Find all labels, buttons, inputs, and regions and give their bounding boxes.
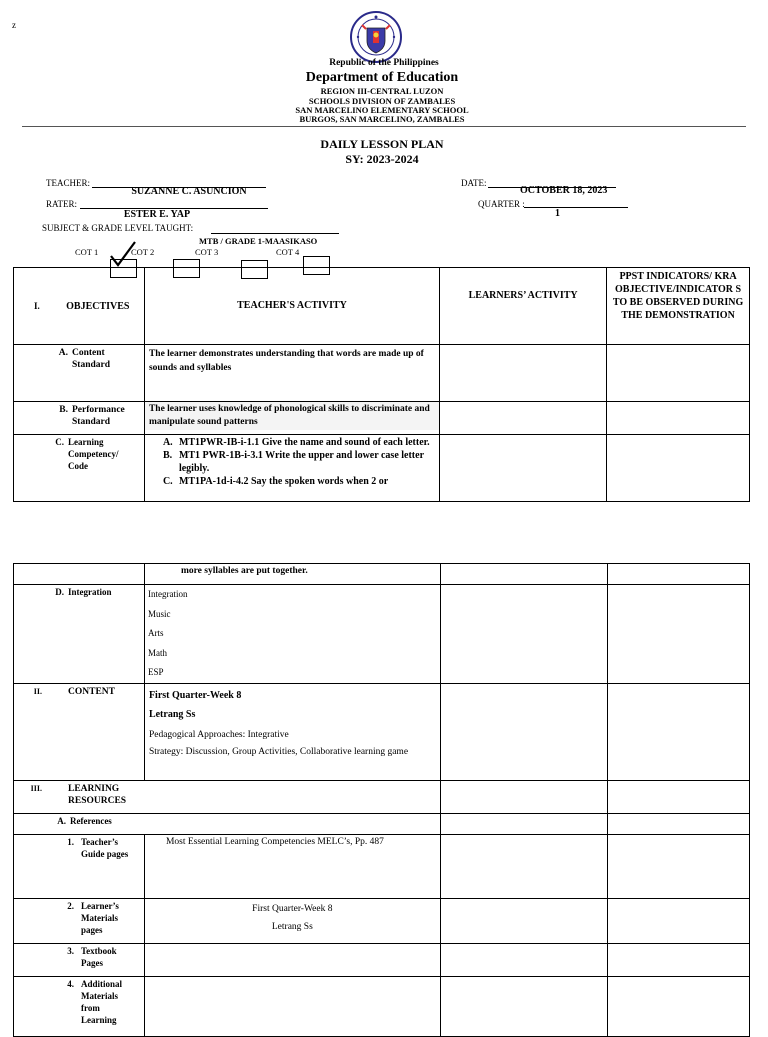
teacher-value: SUZANNE C. ASUNCION [131,186,247,197]
objectives-header-cell: I. OBJECTIVES [14,268,145,345]
school-line: SAN MARCELINO ELEMENTARY SCHOOL [295,105,469,115]
textbook-ppst [607,944,749,977]
cot4-label: COT 4 [276,247,300,257]
textbook-learners [440,944,607,977]
department-title: Department of Education [305,70,459,85]
school-year: SY: 2023-2024 [345,152,419,166]
integration-learners [440,585,607,684]
competency-learners [440,435,607,502]
content-cell: First Quarter-Week 8 Letrang Ss Pedagogical Approaches: Integrative Strategy: Discussion, Group Activities, Collaborative learning game [144,684,440,781]
address-line: BURGOS, SAN MARCELINO, ZAMBALES [299,114,465,124]
teachers-guide-cell: Most Essential Learning Competencies MELC’s, Pp. 487 [144,835,440,899]
continuation-learners [440,564,607,585]
resources-learners [440,781,607,814]
teachers-guide-ppst [607,835,749,899]
continuation-ppst [607,564,749,585]
teachers-guide-label-cell: 1. Teacher’s Guide pages [14,835,145,899]
performance-standard-ppst [607,402,750,435]
cot1-label: COT 1 [75,247,99,257]
integration-item: ESP [147,667,164,677]
competency-item: C. MT1PA-1d-i-4.2 Say the spoken words when 2 or [162,476,389,487]
teachers-guide-learners [440,835,607,899]
competency-label-cell: C. Learning Competency/ Code [14,435,145,502]
corner-mark: z [12,20,16,30]
learners-materials-label-cell: 2. Learner’s Materials pages [14,899,145,944]
integration-cell [144,585,440,684]
performance-standard-learners [440,402,607,435]
content-learners [440,684,607,781]
content-resources-table [13,563,750,1037]
references-label-cell: A. References [14,814,441,835]
cot3-label: COT 3 [195,247,219,257]
additional-materials-cell [144,977,440,1037]
learning-resources-label-cell: III. LEARNING RESOURCES [14,781,441,814]
content-standard-ppst [607,345,750,402]
competency-ppst [607,435,750,502]
header-divider [22,126,746,127]
rater-value: ESTER E. YAP [123,209,191,220]
quarter-value: 1 [555,208,560,219]
learners-materials-cell: First Quarter-Week 8 Letrang Ss [144,899,440,944]
additional-materials-ppst [607,977,749,1037]
quarter-line [524,207,628,208]
date-value: OCTOBER 18, 2023 [520,185,608,196]
objectives-table [13,267,750,502]
content-label-cell: II. CONTENT [14,684,145,781]
learners-materials-learners [440,899,607,944]
integration-item: Music [147,608,171,619]
textbook-cell [144,944,440,977]
integration-item: Arts [147,628,164,638]
content-ppst [607,684,749,781]
date-label: DATE: [461,178,487,188]
content-standard-learners [440,345,607,402]
teacher-label: TEACHER: [46,178,90,188]
cot2-label: COT 2 [131,247,155,257]
teacher-activity-header: TEACHER'S ACTIVITY [144,268,439,345]
references-ppst [607,814,749,835]
learners-materials-ppst [607,899,749,944]
subject-line [211,233,339,234]
content-standard-cell: The learner demonstrates understanding that words are made up of sounds and syllables [144,345,439,402]
continuation-label-cell [14,564,145,585]
content-standard-label-cell: A. Content Standard [14,345,145,402]
deped-seal-logo [350,11,402,63]
performance-standard-label-cell: B. Performance Standard [14,402,145,435]
quarter-label: QUARTER : [478,199,525,209]
references-learners [440,814,607,835]
rater-label: RATER: [46,199,78,209]
performance-standard-cell: The learner uses knowledge of phonological skills to discriminate and manipulate sound patterns [144,402,439,435]
competency-cell [144,435,439,502]
competency-item: A. MT1PWR-IB-i-1.1 Give the name and sound of each letter. [162,437,430,448]
division-line: SCHOOLS DIVISION OF ZAMBALES [308,96,456,106]
subject-label: SUBJECT & GRADE LEVEL TAUGHT: [42,223,194,233]
resources-ppst [607,781,749,814]
learners-activity-header: LEARNERS’ ACTIVITY [440,268,607,345]
textbook-label-cell: 3. Textbook Pages [14,944,145,977]
ppst-header: PPST INDICATORS/ KRA OBJECTIVE/INDICATOR S TO BE OBSERVED DURING THE DEMONSTRATION [607,268,750,345]
integration-ppst [607,585,749,684]
subject-value: MTB / GRADE 1-MAASIKASO [199,236,318,246]
republic-line: Republic of the Philippines [329,58,439,68]
integration-item: Integration [147,589,188,599]
additional-materials-learners [440,977,607,1037]
integration-item: Math [147,647,167,658]
continuation-cell: more syllables are put together. [144,564,440,585]
additional-materials-label-cell: 4. Additional Materials from Learning [14,977,145,1037]
integration-label-cell: D. Integration [14,585,145,684]
lesson-plan-title: DAILY LESSON PLAN [320,137,444,151]
region-line: REGION III-CENTRAL LUZON [320,86,444,96]
competency-item: B. MT1 PWR-1B-i-3.1 Write the upper and lower case letter legibly. [162,450,424,474]
